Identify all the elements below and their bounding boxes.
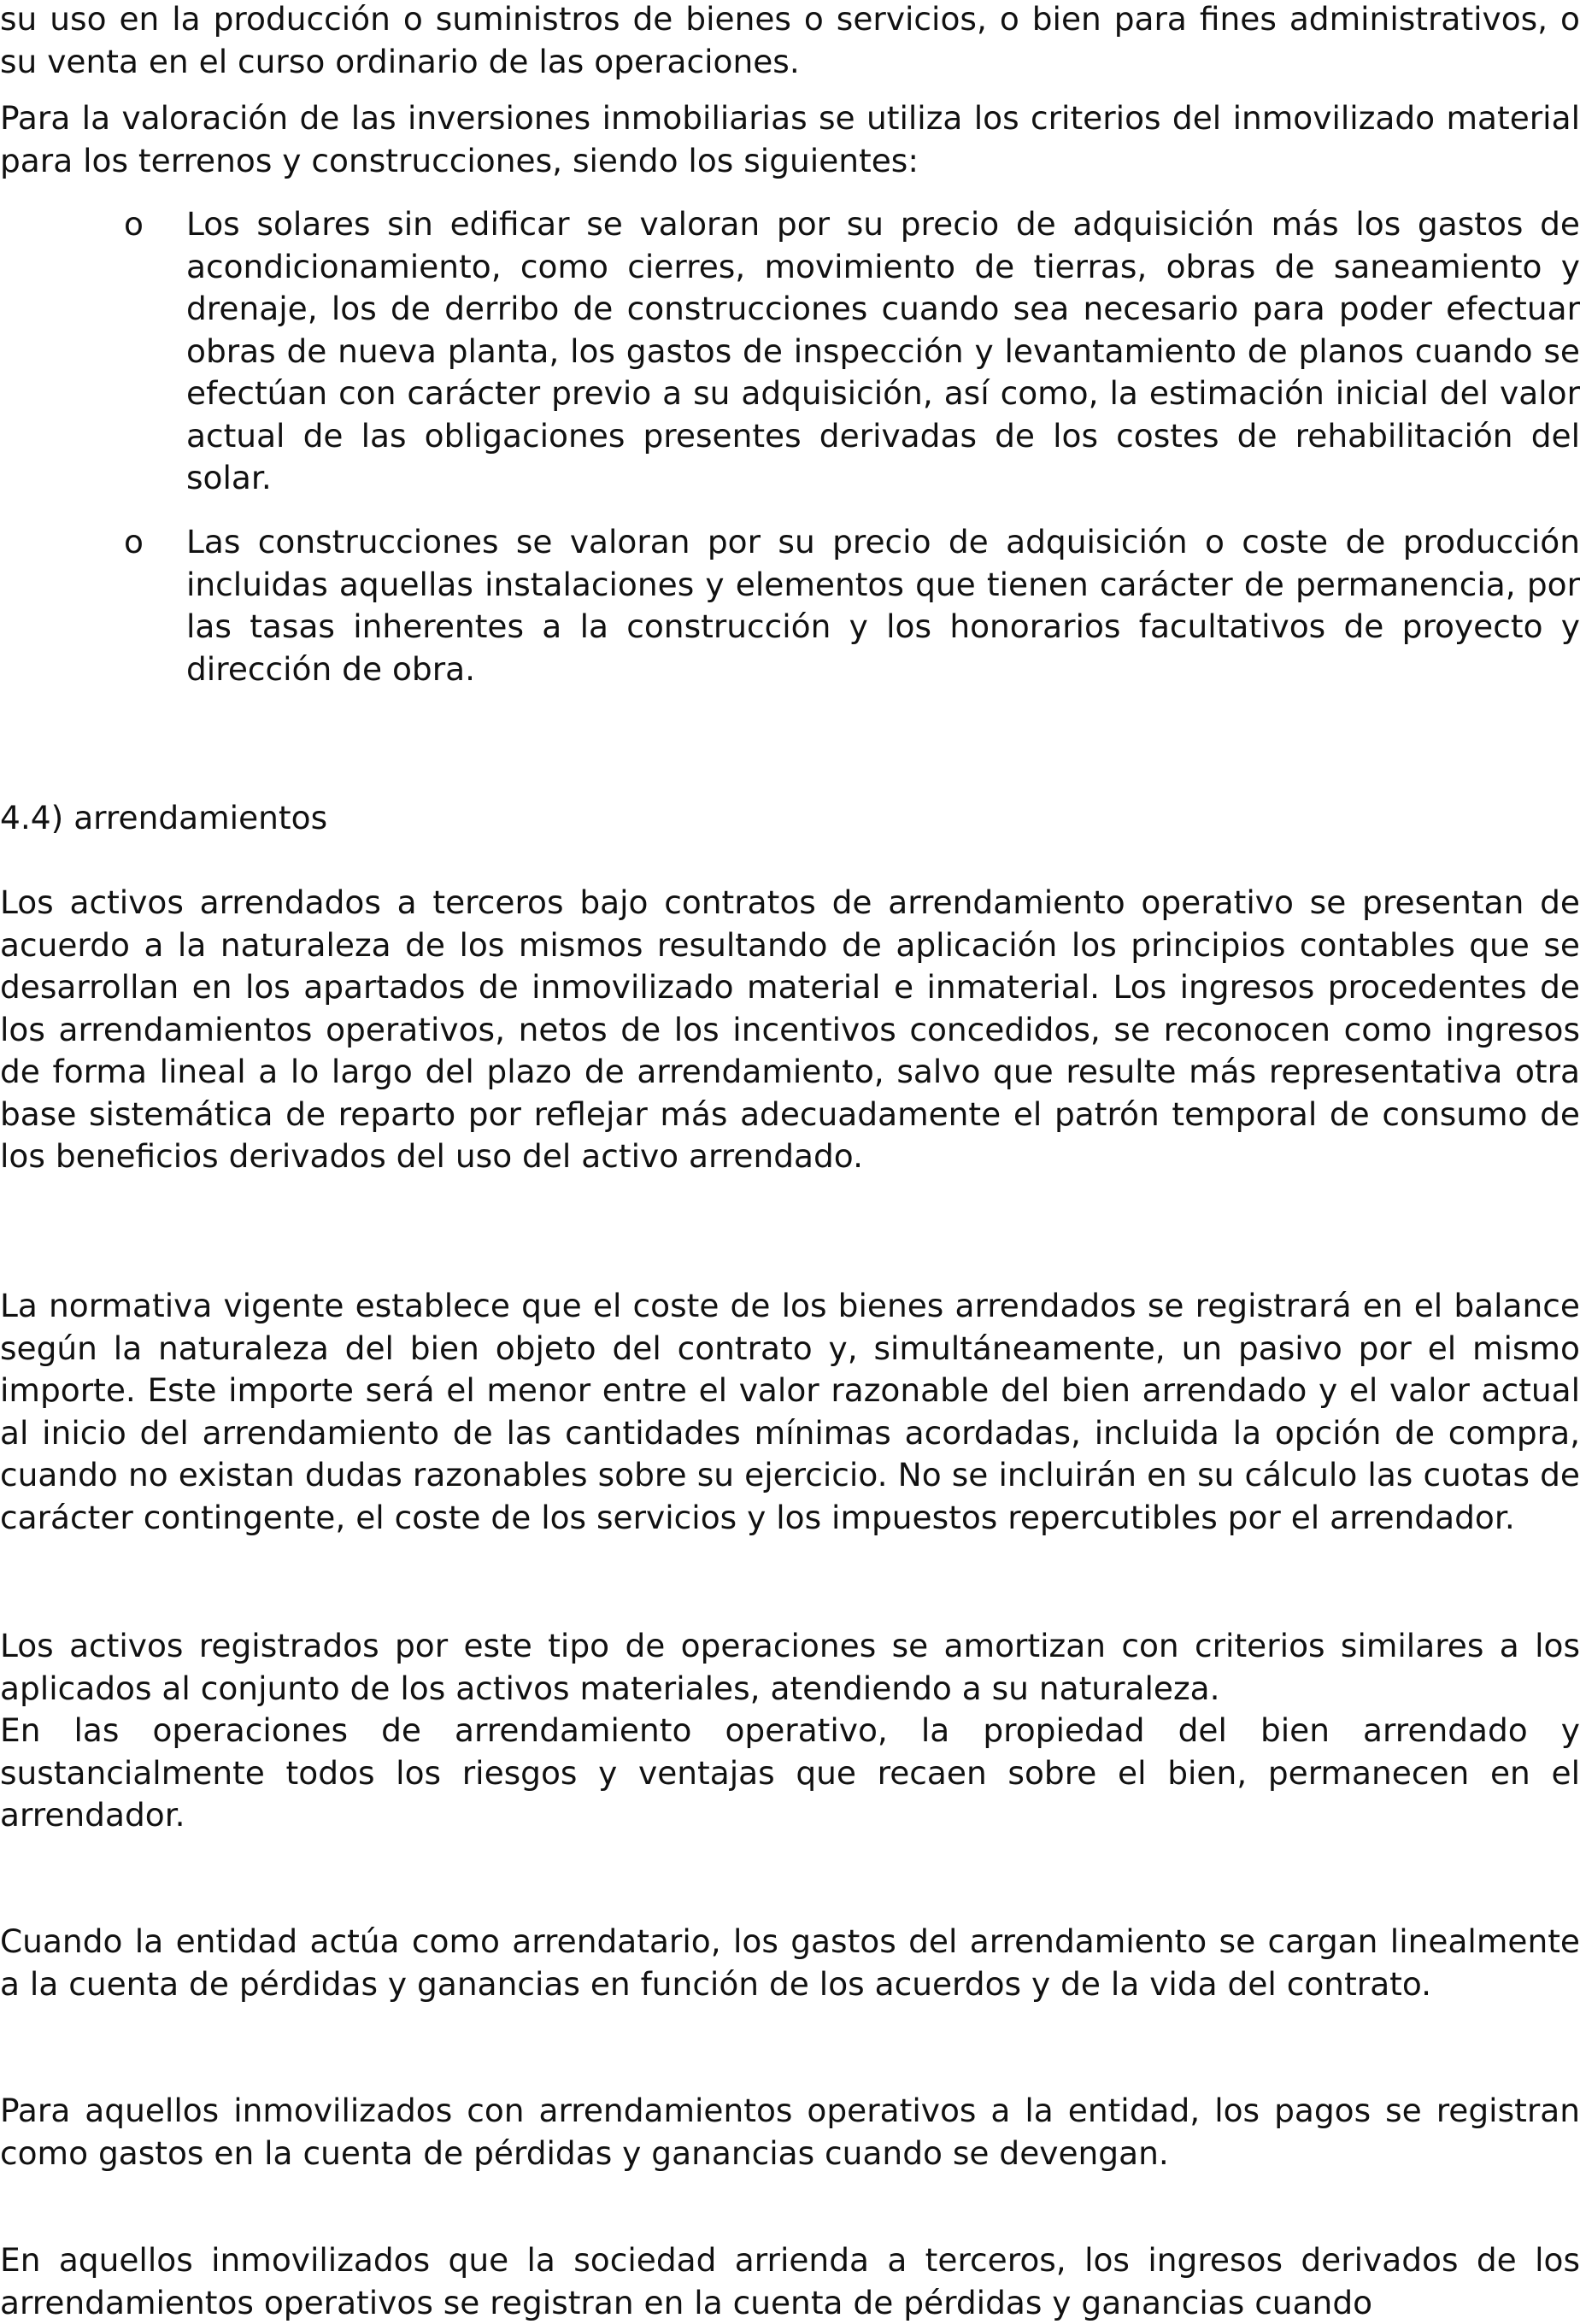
paragraph-arrendamiento-operativo: En las operaciones de arrendamiento operativo, la propiedad del bien arrendado y sustancialmente todos los riesgos y ventajas que recaen sobre el bien, permanecen en el arrendador. (0, 1711, 1580, 1834)
paragraph-pagos: Para aquellos inmovilizados con arrendamientos operativos a la entidad, los pagos se registran como gastos en la cuenta de pérdidas y ganancias cuando se devengan. (0, 2092, 1580, 2172)
paragraph-arrendatario: Cuando la entidad actúa como arrendatario, los gastos del arrendamiento se cargan linealmente a la cuenta de pérdidas y ganancias en función de los acuerdos y de la vida del contrato. (0, 1922, 1580, 2003)
paragraph-intro: su uso en la producción o suministros de bienes o servicios, o bien para fines administrativos, o su venta en el curso ordinario de las operaciones. (0, 0, 1580, 80)
paragraph-ingresos-terceros: En aquellos inmovilizados que la sociedad arrienda a terceros, los ingresos derivados de los arrendamientos operativos se registran en la cuenta de pérdidas y ganancias cuando (0, 2241, 1580, 2321)
bullet-text-solares: Los solares sin edificar se valoran por su precio de adquisición más los gastos de acondicionamiento, como cierres, movimiento de tierras, obras de saneamiento y drenaje, los de derribo de construcciones cuando sea necesario para poder efectuar obras de nueva planta, los gastos de inspección y levantamiento de planos cuando se efectúan con carácter previo a su adquisición, así como, la estimación inicial del valor actual de las obligaciones presentes derivadas de los costes de rehabilitación del solar. (186, 205, 1580, 496)
paragraph-normativa-vigente: La normativa vigente establece que el coste de los bienes arrendados se registrará en el balance según la naturaleza del bien objeto del contrato y, simultáneamente, un pasivo por el mismo importe. Este importe será el menor entre el valor razonable del bien arrendado y el valor actual al inicio del arrendamiento de las cantidades mínimas acordadas, incluida la opción de compra, cuando no existan dudas razonables sobre su ejercicio. No se incluirán en su cálculo las cuotas de carácter contingente, el coste de los servicios y los impuestos repercutibles por el arrendador. (0, 1287, 1580, 1536)
bullet-marker: o (124, 523, 144, 560)
paragraph-activos-arrendados: Los activos arrendados a terceros bajo contratos de arrendamiento operativo se presentan de acuerdo a la naturaleza de los mismos resultando de aplicación los principios contables que se desarrollan en los apartados de inmovilizado material e inmaterial. Los ingresos procedentes de los arrendamientos operativos, netos de los incentivos concedidos, se reconocen como ingresos de forma lineal a lo largo del plazo de arrendamiento, salvo que resulte más representativa otra base sistemática de reparto por reflejar más adecuadamente el patrón temporal de consumo de los beneficios derivados del uso del activo arrendado. (0, 883, 1580, 1175)
section-heading: 4.4) arrendamientos (0, 799, 328, 836)
paragraph-activos-registrados: Los activos registrados por este tipo de operaciones se amortizan con criterios similares a los aplicados al conjunto de los activos materiales, atendiendo a su naturaleza. (0, 1627, 1580, 1707)
paragraph-valuation: Para la valoración de las inversiones inmobiliarias se utiliza los criterios del inmovilizado material para los terrenos y construcciones, siendo los siguientes: (0, 99, 1580, 179)
bullet-text-construcciones: Las construcciones se valoran por su precio de adquisición o coste de producción incluidas aquellas instalaciones y elementos que tienen carácter de permanencia, por las tasas inherentes a la construcción y los honorarios facultativos de proyecto y dirección de obra. (186, 523, 1580, 688)
bullet-marker: o (124, 205, 144, 243)
